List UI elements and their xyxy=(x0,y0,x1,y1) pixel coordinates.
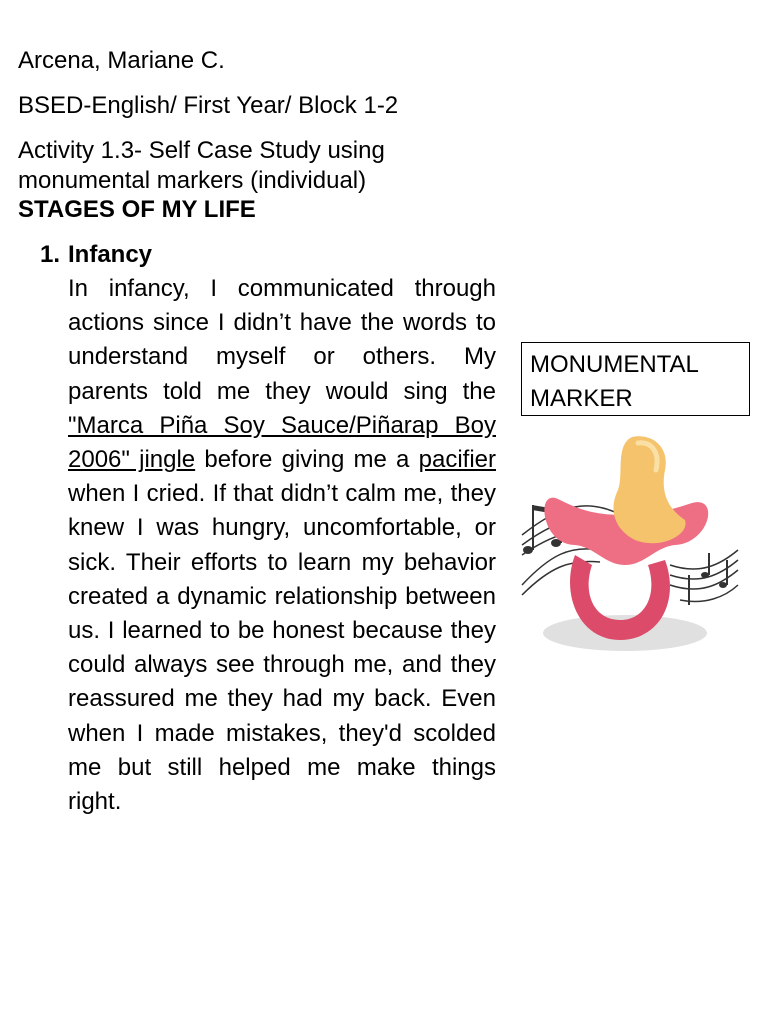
body-text-part-1: In infancy, I communicated through actions since I didn’t have the words to understand myself or others. My parents told me they would sing the xyxy=(68,275,496,405)
stage-heading xyxy=(40,240,152,270)
stage-title: Infancy xyxy=(68,241,153,268)
pacifier-link[interactable]: pacifier xyxy=(418,446,496,474)
body-text-part-2: before giving me a xyxy=(195,446,419,474)
stage-body xyxy=(68,272,496,819)
jingle-link[interactable]: "Marca Piña Soy Sauce/Piñarap Boy 2006" jingle xyxy=(68,411,496,474)
student-name: Arcena, Mariane C. xyxy=(18,47,225,74)
body-text-part-3: when I cried. If that didn’t calm me, they knew I was hungry, uncomfortable, or sick. Their efforts to learn my behavior created a dynamic relationship between us. I learned to be honest because they could always see through me, and they reassured me they had my back. Even when I made mistakes, they'd scolded me but still helped me make things right. xyxy=(68,480,496,816)
stage-number: 1. xyxy=(40,241,61,268)
activity-title: Activity 1.3- Self Case Study using monumental markers (individual) xyxy=(18,137,385,194)
pacifier-icon xyxy=(520,425,740,660)
monumental-marker-box: MONUMENTAL MARKER xyxy=(521,342,750,416)
section-heading: STAGES OF MY LIFE xyxy=(18,196,256,223)
course-info: BSED-English/ First Year/ Block 1-2 xyxy=(18,92,399,119)
